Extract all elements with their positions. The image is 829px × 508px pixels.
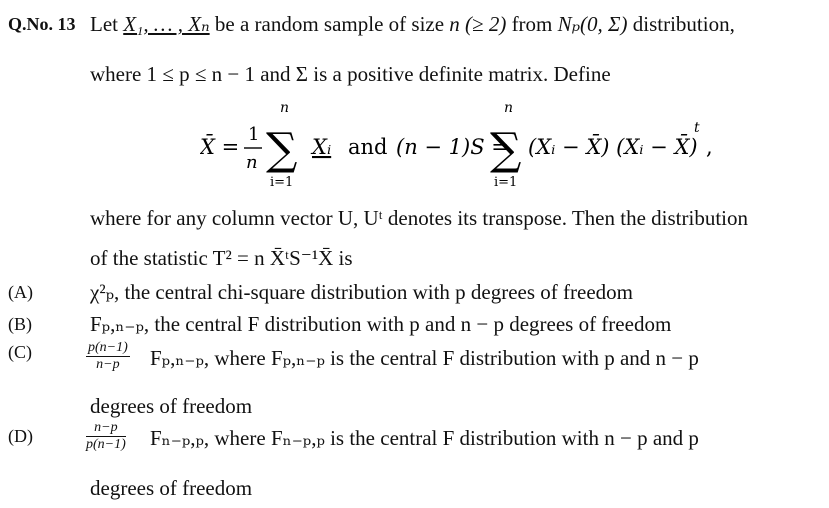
line1-from: from (511, 12, 553, 36)
eq-n: n (246, 152, 258, 173)
option-a-label: (A) (8, 282, 33, 302)
line1-prefix: Let (90, 12, 118, 36)
option-c-frac-den: n−p (96, 357, 120, 372)
eq-transpose: t (694, 120, 700, 136)
question-line-2: where 1 ≤ p ≤ n − 1 and Σ is a positive definite matrix. Define (90, 62, 611, 86)
option-c-label: (C) (8, 342, 32, 362)
eq-s-rhs: (Xᵢ − X̄) (Xᵢ − X̄) (528, 135, 698, 159)
question-line-3: where for any column vector U, Uᵗ denotes its transpose. Then the distribution (90, 206, 748, 230)
option-c-text: Fₚ,ₙ₋ₚ, where Fₚ,ₙ₋ₚ is the central F distribution with p and n − p (150, 346, 699, 370)
definition-equation (200, 96, 720, 196)
distribution-notation: Nₚ(0, Σ) (557, 12, 628, 36)
eq-sum-top: n (280, 100, 290, 116)
eq-and: and (348, 135, 388, 159)
equation-svg (200, 96, 720, 196)
option-d-label: (D) (8, 426, 33, 446)
option-d-fraction (86, 420, 126, 453)
option-c-frac-num: p(n−1) (88, 340, 128, 355)
question-line-4: of the statistic T² = n X̄ᵗS⁻¹X̄ is (90, 246, 353, 270)
option-d-text: Fₙ₋ₚ,ₚ, where Fₙ₋ₚ,ₚ is the central F distribution with n − p and p (150, 426, 699, 450)
eq-comma: , (706, 135, 713, 159)
option-d-text-2: degrees of freedom (90, 476, 253, 500)
eq-sigma-1: ∑ (266, 124, 298, 175)
option-c-fraction (86, 340, 130, 373)
sample-notation: X₁, … , Xₙ (123, 12, 210, 36)
option-c-text-2: degrees of freedom (90, 394, 253, 418)
eq-mean-lhs: X̄ = (200, 135, 240, 159)
question-number: Q.No. 13 (8, 14, 76, 34)
eq-s-lhs: (n − 1)S = (396, 135, 509, 159)
option-d-frac-num: n−p (86, 420, 126, 437)
question-line-1 (90, 12, 735, 37)
eq-sigma-2: ∑ (490, 124, 522, 175)
line1-mid: be a random sample of size (214, 12, 445, 36)
eq-sum2-top: n (504, 100, 514, 116)
line1-suffix: distribution, (632, 12, 735, 36)
eq-one: 1 (248, 124, 260, 145)
option-b-label: (B) (8, 314, 32, 334)
sample-size: n (≥ 2) (449, 12, 507, 36)
option-a-text: χ²ₚ, the central chi-square distribution with p degrees of freedom (90, 280, 634, 304)
eq-xi: Xᵢ (312, 135, 332, 159)
eq-sum2-bottom: i=1 (494, 175, 518, 190)
option-d-frac-den: p(n−1) (86, 437, 126, 452)
option-b-text: Fₚ,ₙ₋ₚ, the central F distribution with p and n − p degrees of freedom (90, 312, 672, 336)
eq-sum-bottom: i=1 (270, 175, 294, 190)
